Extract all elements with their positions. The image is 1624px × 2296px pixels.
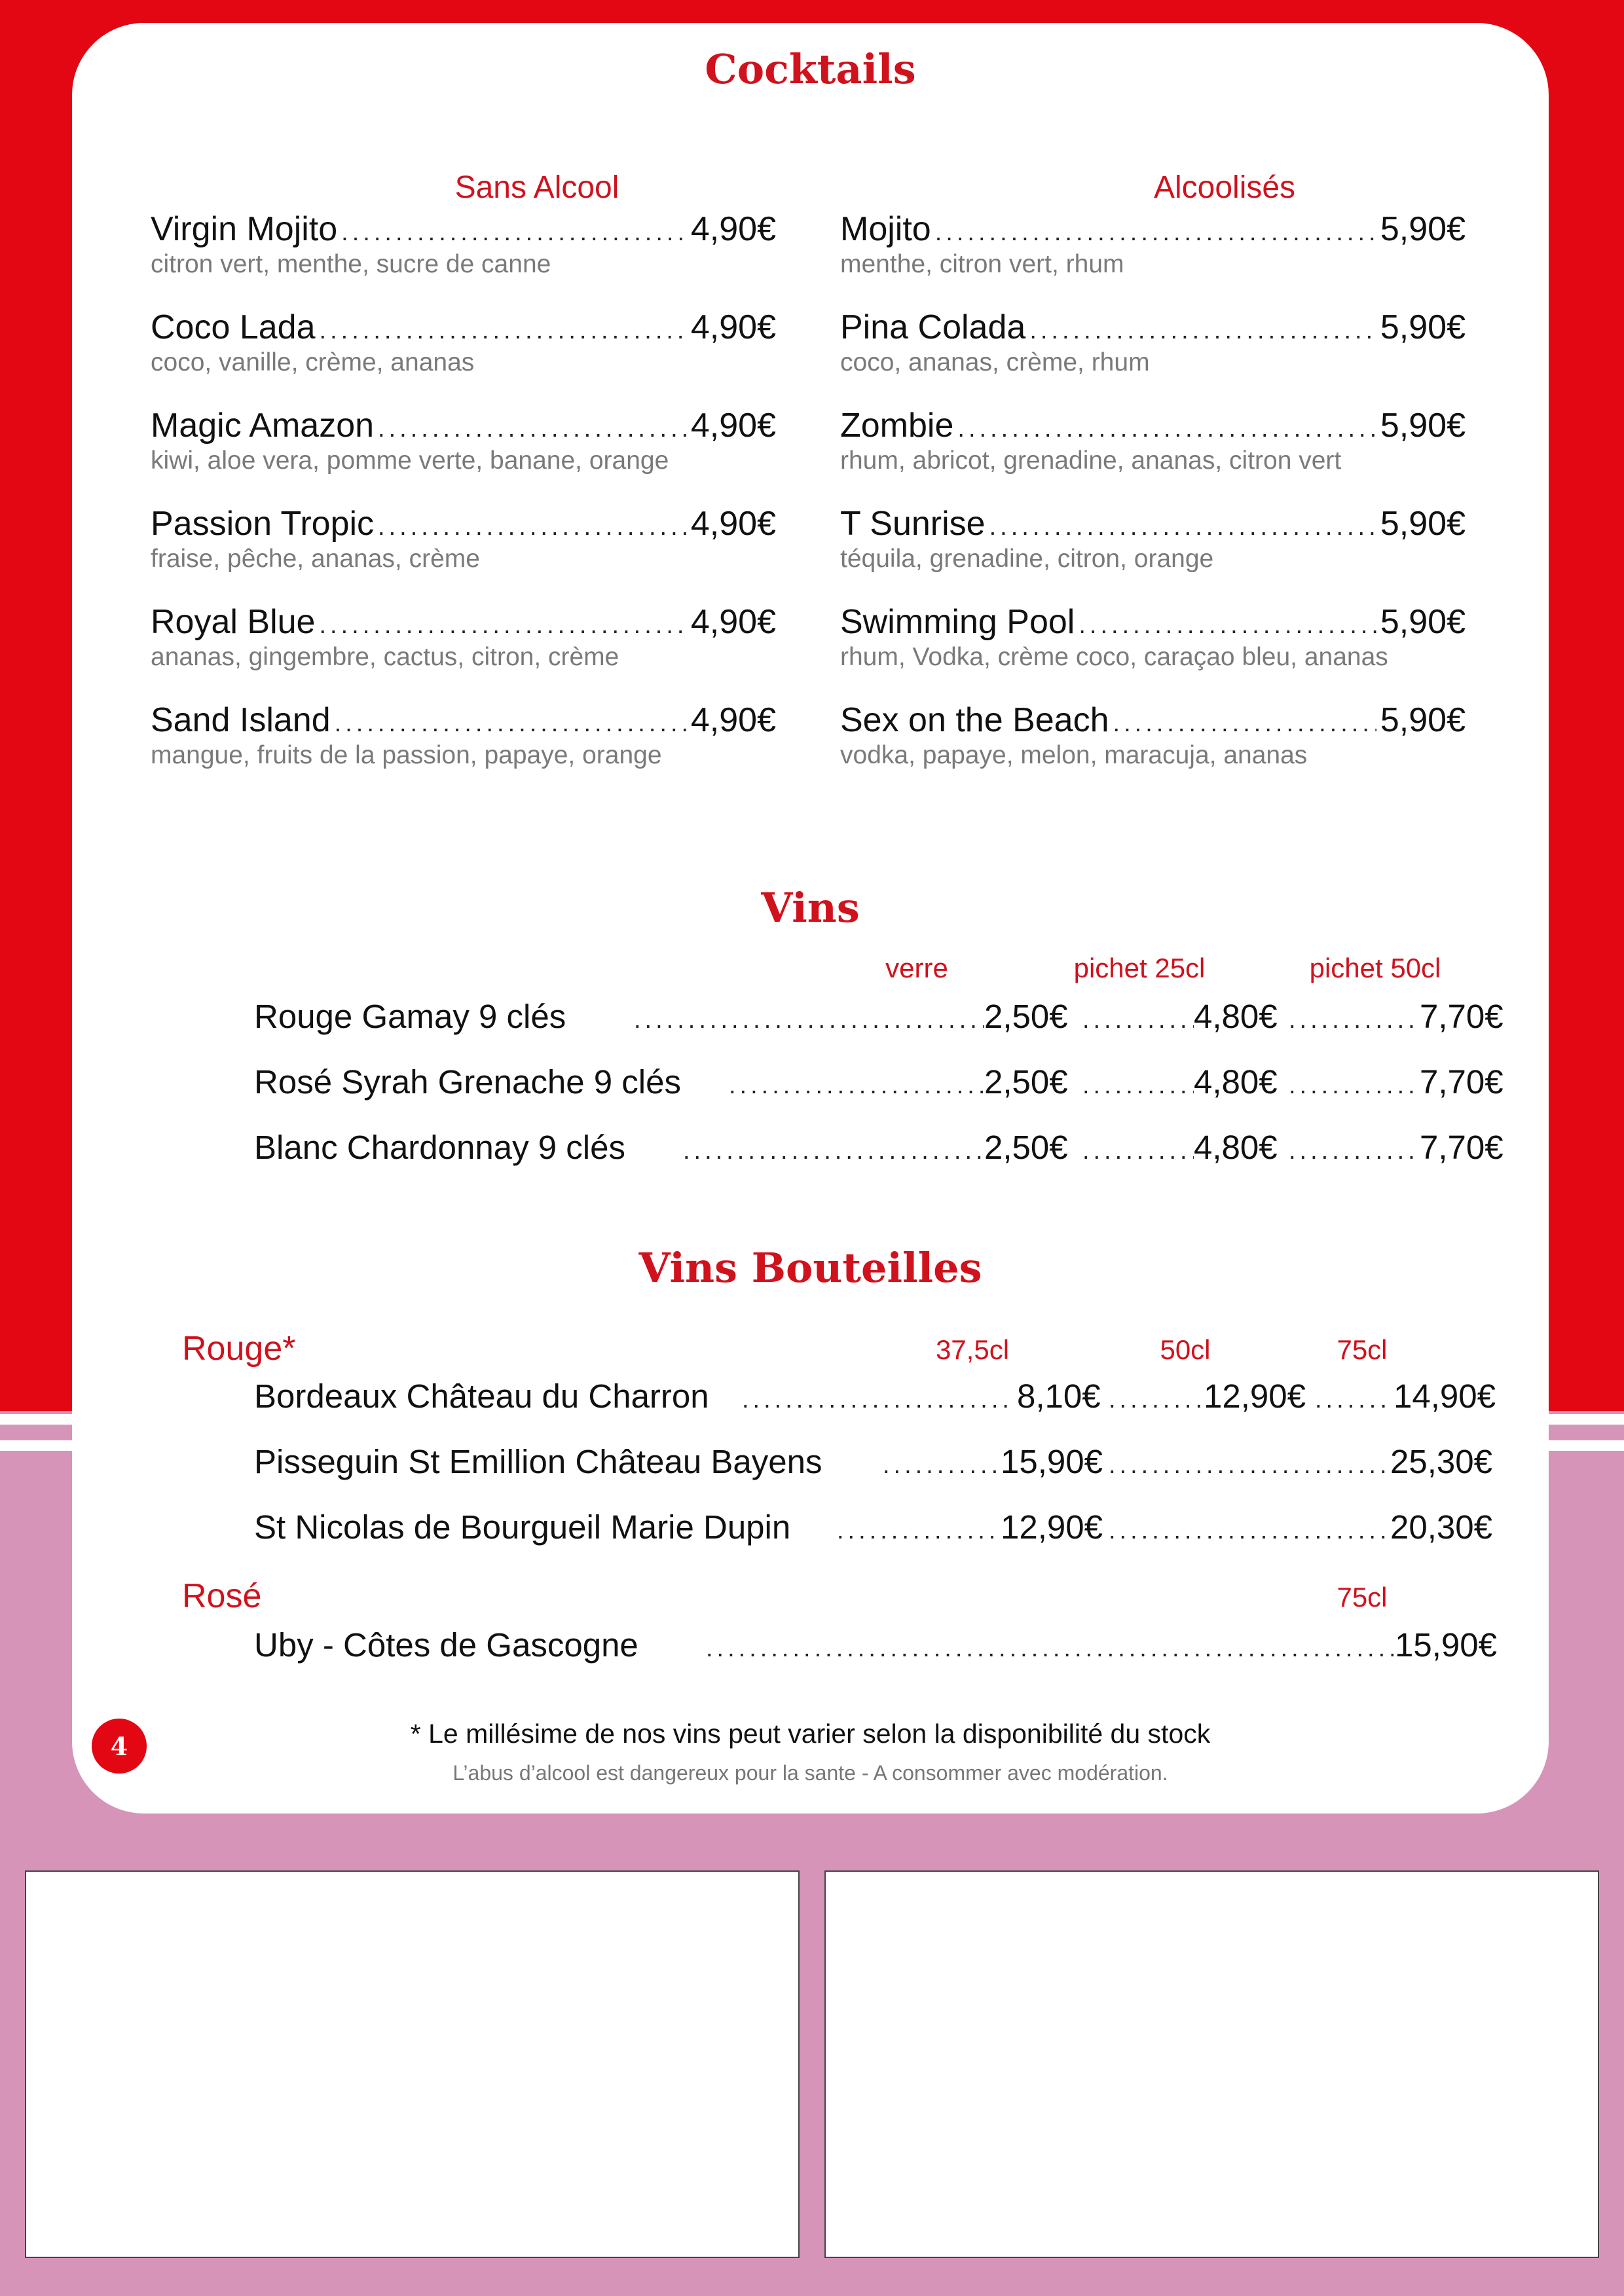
bottle-price-37cl: 15,90€ (1001, 1443, 1103, 1480)
column-header: 50cl (1160, 1334, 1211, 1365)
dot-leader (1289, 1072, 1420, 1100)
dot-leader (706, 1635, 1393, 1663)
dot-leader (1109, 1451, 1390, 1480)
alcohol-warning: L’abus d’alcool est dangereux pour la sante - A consommer avec modération. (452, 1761, 1168, 1785)
menu-item (840, 602, 1466, 642)
dot-leader (1082, 1072, 1194, 1100)
item-description: kiwi, aloe vera, pomme verte, banane, orange (151, 446, 669, 475)
dot-leader (729, 1072, 984, 1100)
item-price: 5,90€ (1380, 603, 1466, 641)
menu-item (151, 504, 776, 543)
dot-leader (1082, 1006, 1194, 1034)
dot-leader (1079, 611, 1376, 640)
item-name: Pina Colada (840, 308, 1026, 346)
dot-leader (1109, 1517, 1390, 1545)
menu-item (151, 406, 776, 445)
dot-leader (378, 513, 687, 541)
item-name: Sex on the Beach (840, 701, 1109, 739)
item-description: vodka, papaye, melon, maracuja, ananas (840, 741, 1308, 769)
item-name: Virgin Mojito (151, 210, 338, 248)
dot-leader (1289, 1006, 1420, 1034)
wine-name: St Nicolas de Bourgueil Marie Dupin (254, 1508, 791, 1546)
wine-price-pichet-50: 7,70€ (1420, 1129, 1504, 1166)
item-price: 4,90€ (690, 505, 776, 543)
item-description: coco, vanille, crème, ananas (151, 348, 475, 376)
item-price: 4,90€ (690, 210, 776, 248)
bottle-price-37cl: 12,90€ (1001, 1508, 1103, 1546)
bottle-row (182, 1508, 1492, 1554)
menu-item (840, 308, 1466, 347)
menu-item (151, 308, 776, 347)
item-description: ananas, gingembre, cactus, citron, crème (151, 643, 619, 671)
bottle-price-75cl: 25,30€ (1390, 1443, 1492, 1480)
dot-leader (320, 317, 687, 345)
dot-leader (341, 219, 687, 247)
item-name: Mojito (840, 210, 931, 248)
dot-leader (683, 1137, 984, 1165)
rouge-heading: Rouge* (182, 1330, 296, 1368)
item-price: 5,90€ (1380, 308, 1466, 346)
dot-leader (1289, 1137, 1420, 1165)
dot-leader (634, 1006, 984, 1034)
vins-title: Vins (761, 884, 860, 932)
item-price: 4,90€ (690, 308, 776, 346)
dot-leader (957, 415, 1376, 443)
cocktails-title: Cocktails (705, 45, 916, 93)
item-price: 5,90€ (1380, 701, 1466, 739)
dot-leader (935, 219, 1376, 247)
menu-item (151, 210, 776, 249)
item-price: 5,90€ (1380, 505, 1466, 543)
column-header: pichet 50cl (1309, 953, 1441, 983)
bottle-row (182, 1442, 1492, 1488)
bottle-price-75cl: 15,90€ (1395, 1626, 1497, 1664)
empty-frame-left (25, 1870, 800, 2258)
item-name: Coco Lada (151, 308, 316, 346)
dot-leader (1315, 1386, 1387, 1414)
column-header: pichet 25cl (1073, 953, 1206, 983)
item-description: rhum, abricot, grenadine, ananas, citron vert (840, 446, 1342, 475)
menu-item (840, 210, 1466, 249)
wine-price-pichet-25: 4,80€ (1194, 1129, 1278, 1166)
alcoolises-heading: Alcoolisés (1153, 170, 1296, 205)
item-price: 4,90€ (690, 701, 776, 739)
item-price: 5,90€ (1380, 407, 1466, 445)
item-description: citron vert, menthe, sucre de canne (151, 250, 551, 278)
dot-leader (378, 415, 687, 443)
wine-row (182, 1128, 1504, 1174)
dot-leader (319, 611, 686, 640)
item-description: fraise, pêche, ananas, crème (151, 545, 480, 573)
dot-leader (883, 1451, 1001, 1480)
item-description: rhum, Vodka, crème coco, caraçao bleu, ananas (840, 643, 1388, 671)
rose-heading: Rosé (182, 1577, 262, 1615)
dot-leader (335, 710, 687, 738)
vintage-note: * Le millésime de nos vins peut varier selon la disponibilité du stock (410, 1719, 1211, 1749)
wine-name: Rouge Gamay 9 clés (254, 998, 566, 1035)
column-header: 37,5cl (935, 1334, 1010, 1365)
wine-row (182, 1063, 1504, 1108)
bottle-price-75cl: 14,90€ (1393, 1377, 1496, 1415)
vins-bouteilles-title: Vins Bouteilles (638, 1244, 982, 1292)
dot-leader (1082, 1137, 1194, 1165)
menu-card (72, 23, 1549, 1813)
wine-name: Pisseguin St Emillion Château Bayens (254, 1443, 822, 1480)
item-price: 4,90€ (690, 407, 776, 445)
wine-name: Rosé Syrah Grenache 9 clés (254, 1063, 681, 1101)
dot-leader (1113, 710, 1376, 738)
wine-price-pichet-50: 7,70€ (1420, 998, 1504, 1035)
dot-leader (742, 1386, 1014, 1414)
wine-name: Bordeaux Château du Charron (254, 1377, 709, 1415)
page-number-badge: 4 (92, 1719, 147, 1774)
wine-price-verre: 2,50€ (984, 998, 1068, 1035)
item-name: Magic Amazon (151, 407, 375, 445)
bottle-row (182, 1377, 1496, 1423)
wine-price-verre: 2,50€ (984, 1063, 1068, 1101)
wine-price-pichet-25: 4,80€ (1194, 998, 1278, 1035)
wine-price-verre: 2,50€ (984, 1129, 1068, 1166)
dot-leader (1109, 1386, 1204, 1414)
wine-name: Uby - Côtes de Gascogne (254, 1626, 638, 1664)
item-name: T Sunrise (840, 505, 986, 543)
dot-leader (837, 1517, 1001, 1545)
column-header: 75cl (1337, 1582, 1388, 1613)
item-name: Passion Tropic (151, 505, 375, 543)
item-price: 5,90€ (1380, 210, 1466, 248)
empty-frame-right (824, 1870, 1599, 2258)
dot-leader (989, 513, 1376, 541)
menu-item (840, 504, 1466, 543)
dot-leader (1029, 317, 1376, 345)
wine-price-pichet-25: 4,80€ (1194, 1063, 1278, 1101)
bottle-row (182, 1626, 1497, 1671)
item-name: Royal Blue (151, 603, 316, 641)
item-description: téquila, grenadine, citron, orange (840, 545, 1214, 573)
wine-row (182, 997, 1504, 1043)
menu-item (840, 701, 1466, 740)
menu-item (151, 701, 776, 740)
item-price: 4,90€ (690, 603, 776, 641)
bottle-price-37cl: 8,10€ (1017, 1377, 1101, 1415)
wine-name: Blanc Chardonnay 9 clés (254, 1129, 626, 1166)
item-description: coco, ananas, crème, rhum (840, 348, 1150, 376)
bottle-price-50cl: 12,90€ (1204, 1377, 1306, 1415)
item-description: mangue, fruits de la passion, papaye, orange (151, 741, 662, 769)
item-name: Swimming Pool (840, 603, 1075, 641)
item-description: menthe, citron vert, rhum (840, 250, 1124, 278)
sans-alcool-heading: Sans Alcool (454, 170, 619, 205)
item-name: Zombie (840, 407, 954, 445)
wine-price-pichet-50: 7,70€ (1420, 1063, 1504, 1101)
bottle-price-75cl: 20,30€ (1390, 1508, 1492, 1546)
column-header: verre (885, 953, 948, 983)
menu-item (151, 602, 776, 642)
menu-item (840, 406, 1466, 445)
item-name: Sand Island (151, 701, 331, 739)
column-header: 75cl (1337, 1334, 1388, 1365)
